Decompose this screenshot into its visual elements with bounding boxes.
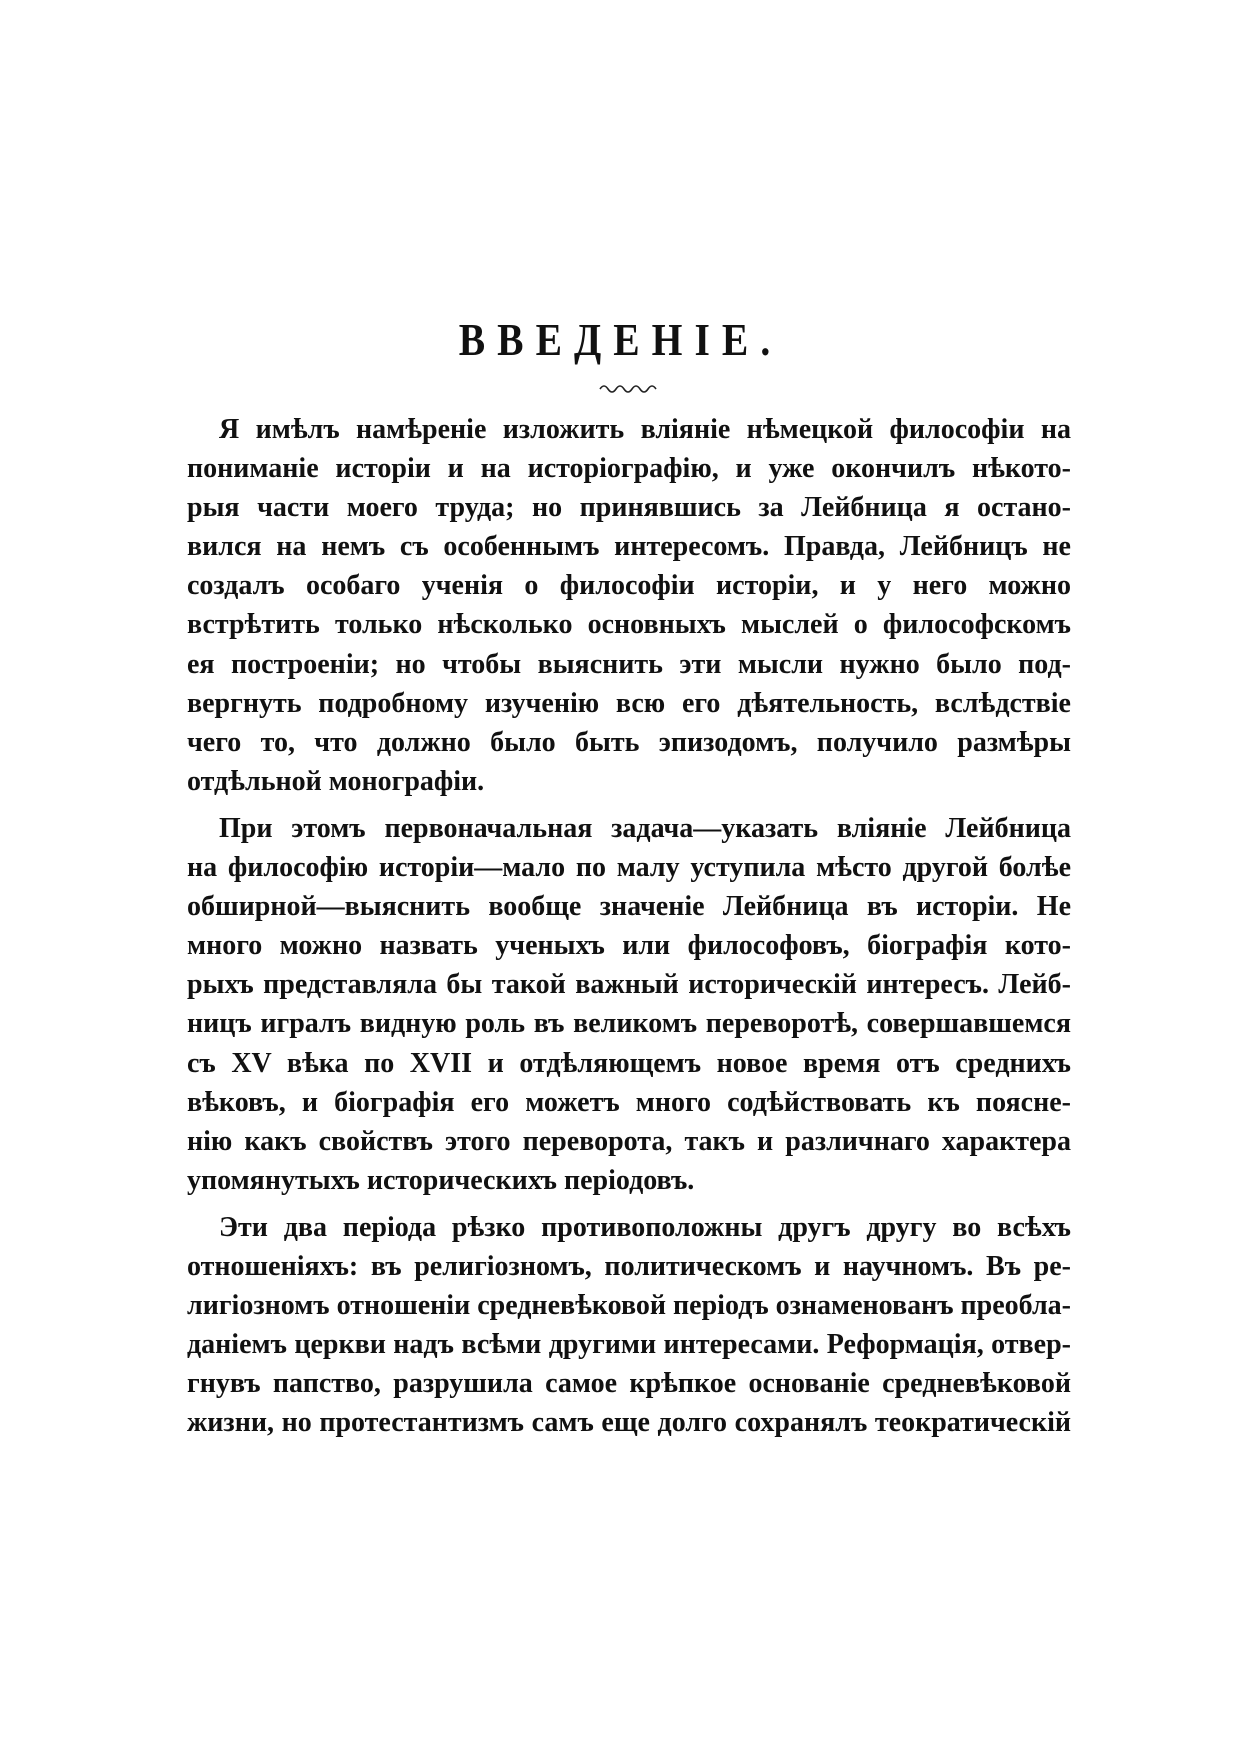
- text-line: встрѣтить только нѣсколько основныхъ мыслей о философскомъ: [187, 609, 1071, 641]
- text-line: чего то, что должно было быть эпизодомъ, получило размѣры: [187, 726, 1071, 758]
- text-line: обширной—выяснить вообще значеніе Лейбница въ исторіи. Не: [187, 891, 1071, 923]
- text-line: нію какъ свойствъ этого переворота, такъ и различнаго характера: [187, 1125, 1071, 1157]
- text-line: вѣковъ, и біографія его можетъ много содѣйствовать къ поясне-: [187, 1086, 1071, 1118]
- text-line: на философію исторіи—мало по малу уступила мѣсто другой болѣе: [187, 852, 1071, 884]
- text-line: много можно назвать ученыхъ или философовъ, біографія кото-: [187, 930, 1071, 962]
- text-line: рыхъ представляла бы такой важный историческій интересъ. Лейб-: [187, 969, 1071, 1001]
- text-line: гнувъ папство, разрушила самое крѣпкое основаніе средневѣковой: [187, 1368, 1071, 1400]
- paragraph-gap: [187, 801, 1071, 809]
- text-line: жизни, но протестантизмъ самъ еще долго сохранялъ теократическій: [187, 1407, 1071, 1439]
- paragraph-gap: [187, 1200, 1071, 1208]
- text-line: лигіозномъ отношеніи средневѣковой періодъ ознаменованъ преобла-: [187, 1290, 1071, 1322]
- text-line: съ XV вѣка по XVII и отдѣляющемъ новое время отъ среднихъ: [187, 1047, 1071, 1079]
- text-line: пониманіе исторіи и на исторіографію, и уже окончилъ нѣкото-: [187, 453, 1071, 485]
- body-text: [187, 410, 1071, 1442]
- text-line: Я имѣлъ намѣреніе изложить вліяніе нѣмецкой философіи на: [219, 414, 1071, 445]
- text-line: ницъ игралъ видную роль въ великомъ переворотѣ, совершавшемся: [187, 1008, 1071, 1040]
- page-title: ВВЕДЕНІЕ.: [458, 314, 783, 365]
- text-line: упомянутыхъ историческихъ періодовъ.: [187, 1164, 695, 1196]
- text-line: вергнуть подробному изученію всю его дѣятельность, вслѣдствіе: [187, 687, 1071, 719]
- text-line: Эти два періода рѣзко противоположны другъ другу во всѣхъ: [219, 1211, 1071, 1243]
- text-line: отдѣльной монографіи.: [187, 765, 485, 797]
- text-line: вился на немъ съ особеннымъ интересомъ. Правда, Лейбницъ не: [187, 531, 1071, 563]
- text-line: даніемъ церкви надъ всѣми другими интересами. Реформація, отвер-: [187, 1329, 1071, 1361]
- text-line: ея построеніи; но чтобы выяснить эти мысли нужно было под-: [187, 648, 1071, 680]
- decorative-wave-ornament-icon: [598, 380, 658, 394]
- text-line: создалъ особаго ученія о философіи исторіи, и у него можно: [187, 570, 1071, 602]
- text-line: рыя части моего труда; но принявшись за Лейбница я останo-: [187, 492, 1071, 524]
- text-line: отношеніяхъ: въ религіозномъ, политическомъ и научномъ. Въ ре-: [187, 1250, 1071, 1282]
- text-line: При этомъ первоначальная задача—указать вліяніе Лейбница: [219, 812, 1071, 844]
